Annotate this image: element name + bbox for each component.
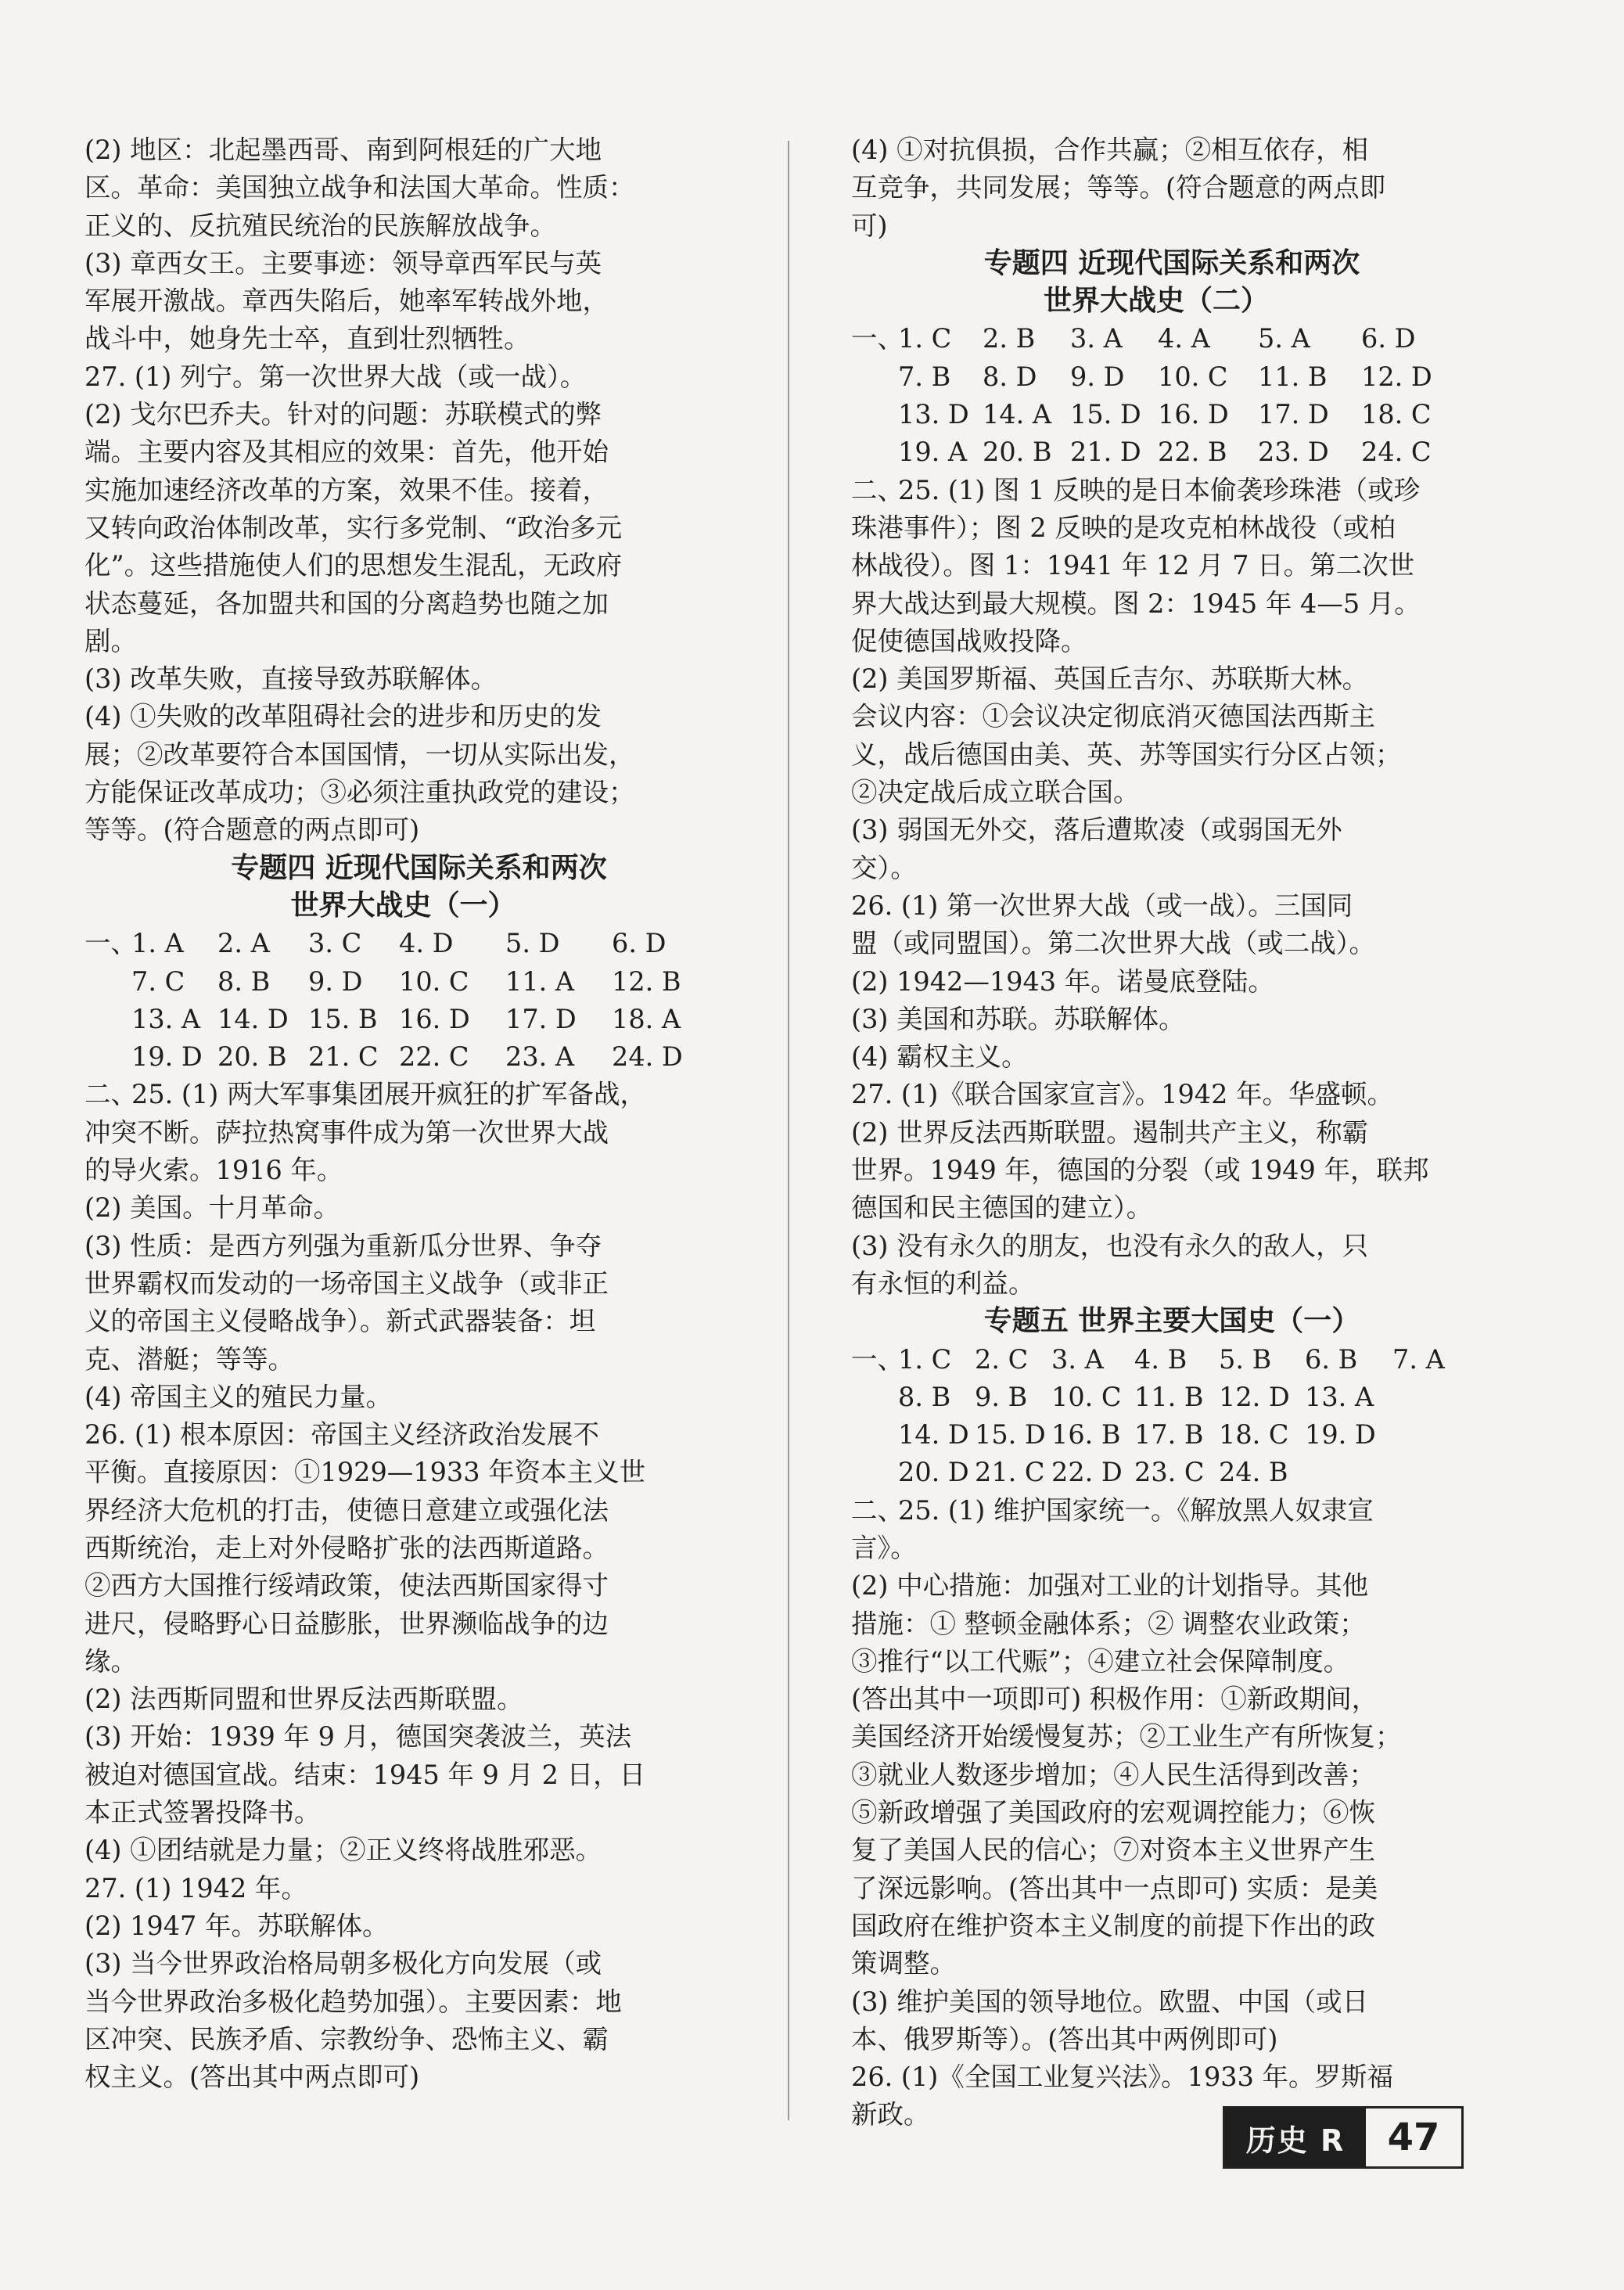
text-line: 冲突不断。萨拉热窝事件成为第一次世界大战 (84, 1116, 609, 1148)
answer-row (851, 1341, 1461, 1379)
text-line: (3) 章西女王。主要事迹：领导章西军民与英 (84, 247, 602, 279)
answer-item: 9. B (975, 1381, 1028, 1412)
answer-item: 9. D (1070, 361, 1125, 392)
answer-item: 16. D (399, 1003, 470, 1034)
answer-item: 10. C (399, 965, 469, 997)
answer-item: 24. D (612, 1041, 683, 1073)
text-line: (2) 世界反法西斯联盟。遏制共产主义，称霸 (851, 1116, 1369, 1148)
answer-item: 21. D (1070, 437, 1141, 468)
answer-item: 11. B (1134, 1381, 1204, 1412)
answer-item: 7. B (898, 361, 951, 392)
text-line: 26. (1)《全国工业复兴法》。1933 年。罗斯福 (851, 2062, 1394, 2093)
answer-item: 4. B (1134, 1343, 1187, 1375)
section-prefix: 一、 (851, 323, 904, 354)
section-heading: 专题四 近现代国际关系和两次 (231, 851, 607, 884)
answer-item: 17. D (1258, 399, 1329, 430)
text-line: (4) 霸权主义。 (851, 1041, 1028, 1073)
text-line: 方能保证改革成功；③必须注重执政党的建设； (84, 777, 635, 808)
text-line: ②决定战后成立联合国。 (851, 777, 1140, 808)
answer-item: 4. D (399, 928, 454, 959)
text-line: (4) 帝国主义的殖民力量。 (84, 1381, 393, 1412)
right-column (851, 131, 1461, 2134)
text-line: (2) 中心措施：加强对工业的计划指导。其他 (851, 1570, 1369, 1602)
answer-row (84, 963, 722, 1001)
text-line: (2) 地区：北起墨西哥、南到阿根廷的广大地 (84, 135, 602, 165)
answer-item: 20. D (898, 1457, 969, 1488)
text-line: 当今世界政治多极化趋势加强）。主要因素：地 (84, 1986, 622, 2017)
text-line: (答出其中一项即可) 积极作用：①新政期间， (851, 1684, 1378, 1715)
text-line: 措施：① 整顿金融体系；② 调整农业政策； (851, 1608, 1366, 1639)
section-prefix: 二、 (851, 474, 904, 505)
answer-item: 19. D (1305, 1419, 1376, 1451)
text-line: (4) ①失败的改革阻碍社会的进步和历史的发 (84, 701, 602, 732)
text-line: ⑤新政增强了美国政府的宏观调控能力；⑥恢 (851, 1797, 1375, 1828)
answer-item: 3. C (308, 928, 362, 959)
text-line: (2) 美国罗斯福、英国丘吉尔、苏联斯大林。 (851, 663, 1369, 695)
answer-item: 16. B (1051, 1419, 1121, 1451)
text-line: 本正式签署投降书。 (84, 1797, 321, 1828)
answer-item: 19. A (898, 437, 968, 468)
text-line: 军展开激战。章西失陷后，她率军转战外地， (84, 286, 609, 317)
answer-item: 19. D (131, 1041, 203, 1073)
text-line: 国政府在维护资本主义制度的前提下作出的政 (851, 1910, 1375, 1941)
answer-item: 22. B (1158, 437, 1227, 468)
answer-item: 23. A (505, 1041, 575, 1073)
answer-item: 20. B (983, 437, 1052, 468)
text-line: 25. (1) 图 1 反映的是日本偷袭珍珠港（或珍 (898, 474, 1421, 505)
answer-item: 16. D (1158, 399, 1229, 430)
text-line: 权主义。(答出其中两点即可) (84, 2062, 420, 2093)
text-line: ③推行“以工代赈”；④建立社会保障制度。 (851, 1645, 1350, 1677)
answer-item: 15. D (975, 1419, 1046, 1451)
text-line: 会议内容：①会议决定彻底消灭德国法西斯主 (851, 701, 1375, 732)
text-line: 义，战后德国由美、英、苏等国实行分区占领； (851, 739, 1402, 770)
text-line: (3) 当今世界政治格局朝多极化方向发展（或 (84, 1948, 602, 1979)
answer-row (84, 925, 722, 962)
answer-item: 5. A (1258, 323, 1310, 354)
answer-item: 14. D (217, 1003, 289, 1034)
text-line: 珠港事件）；图 2 反映的是攻克柏林战役（或柏 (851, 512, 1396, 543)
section-prefix: 二、 (84, 1079, 137, 1110)
answer-item: 1. C (898, 323, 952, 354)
answer-item: 22. C (399, 1041, 469, 1073)
text-line: 义的帝国主义侵略战争）。新式武器装备：坦 (84, 1306, 596, 1337)
text-line: 进尺，侵略野心日益膨胀，世界濒临战争的边 (84, 1608, 609, 1639)
answer-item: 18. A (612, 1003, 681, 1034)
text-line: 化”。这些措施使人们的思想发生混乱，无政府 (84, 550, 623, 581)
answer-item: 18. C (1219, 1419, 1289, 1451)
subject-label: 历史 R (1225, 2108, 1366, 2166)
answer-item: 18. C (1361, 399, 1432, 430)
text-line: 林战役）。图 1：1941 年 12 月 7 日。第二次世 (851, 550, 1415, 581)
text-line: (4) ①团结就是力量；②正义终将战胜邪恶。 (84, 1835, 602, 1866)
answer-item: 9. D (308, 965, 363, 997)
answer-item: 20. B (217, 1041, 287, 1073)
answer-item: 12. D (1219, 1381, 1290, 1412)
answer-item: 23. D (1258, 437, 1329, 468)
text-line: 展；②改革要符合本国国情，一切从实际出发， (84, 739, 635, 770)
text-line: 平衡。直接原因：①1929—1933 年资本主义世 (84, 1457, 646, 1488)
text-line: 26. (1) 第一次世界大战（或一战）。三国同 (851, 890, 1353, 921)
answer-item: 14. D (898, 1419, 969, 1451)
text-line: 新政。 (851, 2099, 930, 2130)
text-line: (3) 性质：是西方列强为重新瓜分世界、争夺 (84, 1230, 602, 1261)
section-heading: 世界大战史（二） (1043, 285, 1269, 318)
answer-item: 13. D (898, 399, 969, 430)
section-heading: 专题四 近现代国际关系和两次 (983, 246, 1360, 279)
answer-item: 15. B (308, 1003, 378, 1034)
answer-item: 13. A (131, 1003, 201, 1034)
text-line: 德国和民主德国的建立）。 (851, 1192, 1153, 1224)
answer-row (84, 1038, 722, 1076)
text-line: 正义的、反抗殖民统治的民族解放战争。 (84, 210, 556, 241)
answer-row (851, 320, 1461, 358)
text-line: 缘。 (84, 1645, 137, 1677)
answer-item: 13. A (1305, 1381, 1374, 1412)
answer-item: 8. B (217, 965, 271, 997)
text-line: 25. (1) 维护国家统一。《解放黑人奴隶宣 (898, 1494, 1374, 1526)
text-line: 剧。 (84, 625, 137, 656)
answer-item: 4. A (1158, 323, 1210, 354)
answer-row (851, 1416, 1461, 1454)
text-line: 美国经济开始缓慢复苏；②工业生产有所恢复； (851, 1721, 1402, 1753)
text-line: 实施加速经济改革的方案，效果不佳。接着， (84, 474, 609, 505)
answer-item: 5. B (1219, 1343, 1272, 1375)
section-heading: 专题五 世界主要大国史（一） (983, 1305, 1360, 1338)
section-prefix: 一、 (84, 928, 137, 959)
text-line: ③就业人数逐步增加；④人民生活得到改善； (851, 1759, 1375, 1790)
answer-item: 17. D (505, 1003, 577, 1034)
answer-item: 7. A (1392, 1343, 1445, 1375)
text-line: (2) 1947 年。苏联解体。 (84, 1910, 389, 1941)
answer-item: 11. A (505, 965, 575, 997)
text-line: (3) 开始：1939 年 9 月，德国突袭波兰，英法 (84, 1721, 632, 1753)
answer-row (851, 396, 1461, 433)
text-line: 世界霸权而发动的一场帝国主义战争（或非正 (84, 1267, 609, 1299)
text-line: 界经济大危机的打击，使德日意建立或强化法 (84, 1494, 609, 1526)
text-line: (4) ①对抗俱损，合作共赢；②相互依存，相 (851, 135, 1369, 165)
text-line: 西斯统治，走上对外侵略扩张的法西斯道路。 (84, 1532, 609, 1563)
answer-item: 10. C (1051, 1381, 1122, 1412)
answer-item: 2. B (983, 323, 1036, 354)
text-line: 25. (1) 两大军事集团展开疯狂的扩军备战， (131, 1079, 647, 1110)
text-line: (3) 维护美国的领导地位。欧盟、中国（或日 (851, 1986, 1369, 2017)
text-line: 了深远影响。(答出其中一点即可) 实质：是美 (851, 1872, 1378, 1904)
question-start (851, 1492, 1461, 1530)
answer-row (851, 1379, 1461, 1416)
answer-item: 7. C (131, 965, 185, 997)
answer-item: 8. D (983, 361, 1037, 392)
answer-item: 24. C (1361, 437, 1432, 468)
answer-row (851, 433, 1461, 471)
answer-item: 23. C (1134, 1457, 1205, 1488)
text-line: 被迫对德国宣战。结束：1945 年 9 月 2 日，日 (84, 1759, 646, 1790)
text-line: 可) (851, 210, 888, 241)
text-line: (2) 戈尔巴乔夫。针对的问题：苏联模式的弊 (84, 399, 602, 430)
answer-row (851, 1454, 1461, 1491)
text-line: 言》。 (851, 1532, 917, 1563)
text-line: 交）。 (851, 852, 917, 883)
answer-item: 6. D (1361, 323, 1416, 354)
text-line: (3) 改革失败，直接导致苏联解体。 (84, 663, 498, 695)
answer-item: 14. A (983, 399, 1052, 430)
answer-item: 21. C (308, 1041, 379, 1073)
text-line: 27. (1) 1942 年。 (84, 1872, 307, 1904)
question-start (84, 1076, 722, 1113)
answer-item: 21. C (975, 1457, 1045, 1488)
answer-item: 24. B (1219, 1457, 1288, 1488)
text-line: 区冲突、民族矛盾、宗教纷争、恐怖主义、霸 (84, 2023, 609, 2055)
answer-item: 6. D (612, 928, 666, 959)
text-line: 世界。1949 年，德国的分裂（或 1949 年，联邦 (851, 1155, 1429, 1186)
text-line: 等等。(符合题意的两点即可) (84, 814, 420, 846)
text-line: 的导火索。1916 年。 (84, 1155, 343, 1186)
answer-item: 8. B (898, 1381, 951, 1412)
answer-item: 10. C (1158, 361, 1228, 392)
text-line: 端。主要内容及其相应的效果：首先，他开始 (84, 437, 609, 468)
section-heading: 世界大战史（一） (290, 889, 516, 922)
answer-item: 5. D (505, 928, 560, 959)
text-line: 战斗中，她身先士卒，直到壮烈牺牲。 (84, 323, 530, 354)
question-start (851, 472, 1461, 509)
answer-item: 3. A (1070, 323, 1123, 354)
text-line: 盟（或同盟国）。第二次世界大战（或二战）。 (851, 928, 1375, 959)
answer-item: 12. D (1361, 361, 1432, 392)
page-footer (1223, 2106, 1464, 2169)
left-column (84, 131, 722, 2096)
text-line: (2) 法西斯同盟和世界反法西斯联盟。 (84, 1684, 523, 1715)
answer-item: 6. B (1305, 1343, 1358, 1375)
answer-item: 15. D (1070, 399, 1141, 430)
answer-item: 1. A (131, 928, 184, 959)
text-line: 本、俄罗斯等）。(答出其中两例即可) (851, 2023, 1278, 2055)
text-line: (2) 美国。十月革命。 (84, 1192, 340, 1224)
answer-item: 12. B (612, 965, 681, 997)
answer-item: 3. A (1051, 1343, 1104, 1375)
text-line: 又转向政治体制改革，实行多党制、“政治多元 (84, 512, 623, 543)
answer-item: 1. C (898, 1343, 952, 1375)
section-prefix: 二、 (851, 1494, 904, 1526)
section-prefix: 一、 (851, 1343, 904, 1375)
text-line: (3) 弱国无外交，落后遭欺凌（或弱国无外 (851, 814, 1342, 846)
text-line: (3) 美国和苏联。苏联解体。 (851, 1003, 1185, 1034)
text-line: 状态蔓延，各加盟共和国的分离趋势也随之加 (84, 588, 609, 619)
column-divider (788, 141, 789, 2120)
text-line: (2) 1942—1943 年。诺曼底登陆。 (851, 965, 1274, 997)
text-line: 策调整。 (851, 1948, 956, 1979)
answer-item: 2. C (975, 1343, 1029, 1375)
text-line: ②西方大国推行绥靖政策，使法西斯国家得寸 (84, 1570, 609, 1602)
text-line: 克、潜艇；等等。 (84, 1343, 294, 1375)
text-line: 27. (1) 列宁。第一次世界大战（或一战）。 (84, 361, 587, 392)
text-line: 互竞争，共同发展；等等。(符合题意的两点即 (851, 172, 1386, 203)
answer-row (851, 358, 1461, 396)
text-line: (3) 没有永久的朋友，也没有永久的敌人，只 (851, 1230, 1369, 1261)
text-line: 26. (1) 根本原因：帝国主义经济政治发展不 (84, 1419, 600, 1451)
answer-item: 22. D (1051, 1457, 1123, 1488)
answer-row (84, 1001, 722, 1038)
answer-item: 11. B (1258, 361, 1328, 392)
text-line: 促使德国战败投降。 (851, 625, 1087, 656)
text-line: 复了美国人民的信心；⑦对资本主义世界产生 (851, 1835, 1375, 1866)
text-line: 区。革命：美国独立战争和法国大革命。性质： (84, 172, 635, 203)
text-line: 有永恒的利益。 (851, 1267, 1035, 1299)
answer-item: 17. B (1134, 1419, 1204, 1451)
text-line: 27. (1)《联合国家宣言》。1942 年。华盛顿。 (851, 1079, 1394, 1110)
answer-item: 2. A (217, 928, 270, 959)
text-line: 界大战达到最大规模。图 2：1945 年 4—5 月。 (851, 588, 1421, 619)
page-number: 47 (1387, 2116, 1440, 2159)
